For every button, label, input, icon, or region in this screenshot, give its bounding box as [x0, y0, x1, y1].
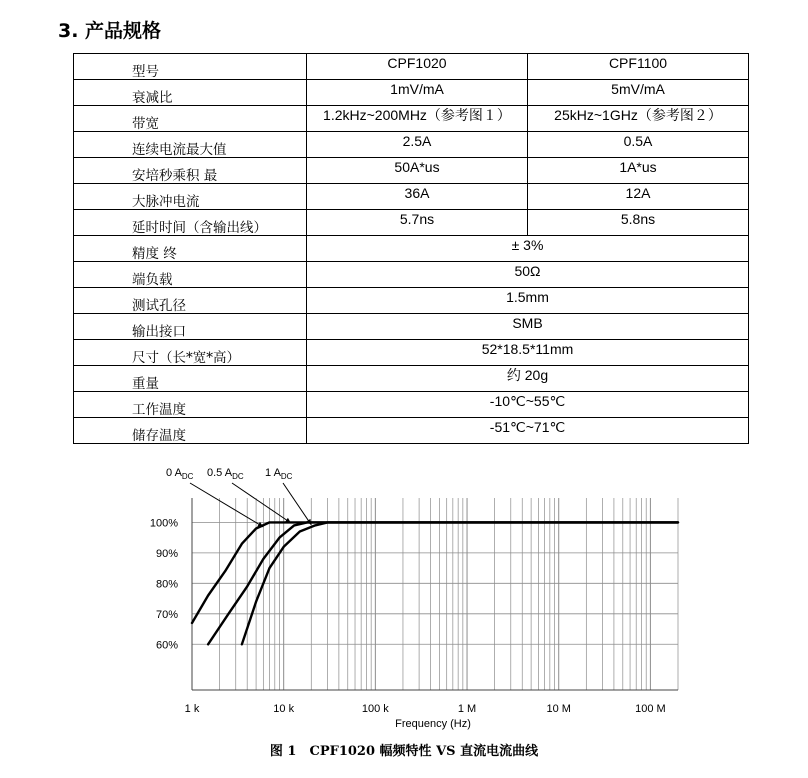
- row-value-cell: 约 20g: [307, 366, 749, 392]
- y-tick-label: 60%: [155, 639, 178, 652]
- y-tick-label: 80%: [155, 578, 178, 591]
- x-axis-label: Frequency (Hz): [395, 718, 471, 730]
- row-value-cell: -10℃~55℃: [307, 392, 749, 418]
- x-tick-label: 100 M: [635, 703, 666, 715]
- row-value-cell: 52*18.5*11mm: [307, 340, 749, 366]
- row-label-cell: 尺寸（长*宽*高）: [74, 340, 307, 366]
- row-label-cell: 工作温度: [74, 392, 307, 418]
- row-label-cell: 安培秒乘积 最: [74, 158, 307, 184]
- row-value-cell: 5.8ns: [528, 210, 749, 236]
- section-title: 3. 产品规格: [58, 20, 162, 42]
- row-label-cell: 测试孔径: [74, 288, 307, 314]
- header-model-cell: CPF1100: [528, 54, 749, 80]
- annotation-arrow: [190, 483, 263, 527]
- row-value-cell: 50A*us: [307, 158, 528, 184]
- annotation-arrowhead: [306, 519, 311, 525]
- x-tick-label: 1 k: [184, 703, 200, 715]
- series-label: [265, 467, 293, 481]
- series-label-main: 0 A: [166, 467, 182, 479]
- series-label-main: 1 A: [265, 467, 281, 479]
- row-value-cell: 12A: [528, 184, 749, 210]
- row-label-cell: 重量: [74, 366, 307, 392]
- x-tick-label: 1 M: [457, 703, 477, 715]
- row-label-cell: 输出接口: [74, 314, 307, 340]
- series-label-subscript: DC: [232, 472, 244, 481]
- series-line: [192, 522, 678, 623]
- x-tick-label: 10 k: [273, 703, 295, 715]
- row-value-cell: 5mV/mA: [528, 80, 749, 106]
- annotation-arrowhead: [285, 518, 291, 523]
- row-value-cell: 50Ω: [307, 262, 749, 288]
- row-value-cell: 2.5A: [307, 132, 528, 158]
- row-label-cell: 精度 终: [74, 236, 307, 262]
- row-value-cell: 0.5A: [528, 132, 749, 158]
- series-label: [207, 467, 244, 481]
- header-label-cell: 型号: [74, 54, 307, 80]
- y-tick-label: 100%: [149, 517, 178, 530]
- x-tick-label: 100 k: [361, 703, 389, 715]
- row-value-cell: -51℃~71℃: [307, 418, 749, 444]
- series-label-subscript: DC: [181, 472, 194, 481]
- header-model-cell: CPF1020: [307, 54, 528, 80]
- row-value-cell: 25kHz~1GHz（参考图２）: [528, 106, 749, 132]
- row-label-cell: 连续电流最大值: [74, 132, 307, 158]
- row-value-cell: SMB: [307, 314, 749, 340]
- row-value-cell: ± 3%: [307, 236, 749, 262]
- y-tick-label: 90%: [155, 547, 178, 560]
- row-label-cell: 延时时间（含输出线）: [74, 210, 307, 236]
- row-label-cell: 端负载: [74, 262, 307, 288]
- series-label-main: 0.5 A: [207, 467, 233, 479]
- row-value-cell: 5.7ns: [307, 210, 528, 236]
- row-value-cell: 1A*us: [528, 158, 749, 184]
- annotation-arrow: [232, 483, 291, 523]
- row-label-cell: 储存温度: [74, 418, 307, 444]
- row-label-cell: 衰减比: [74, 80, 307, 106]
- row-label-cell: 带宽: [74, 106, 307, 132]
- series-label-subscript: DC: [280, 472, 293, 481]
- y-tick-label: 70%: [155, 608, 178, 621]
- x-tick-label: 10 M: [546, 703, 571, 715]
- row-label-cell: 大脉冲电流: [74, 184, 307, 210]
- row-value-cell: 1.5mm: [307, 288, 749, 314]
- row-value-cell: 1.2kHz~200MHz（参考图１）: [307, 106, 528, 132]
- row-value-cell: 1mV/mA: [307, 80, 528, 106]
- figure-caption: 图 1 CPF1020 幅频特性 VS 直流电流曲线: [269, 744, 539, 759]
- annotation-arrow: [283, 483, 311, 525]
- series-label: [166, 467, 194, 481]
- row-value-cell: 36A: [307, 184, 528, 210]
